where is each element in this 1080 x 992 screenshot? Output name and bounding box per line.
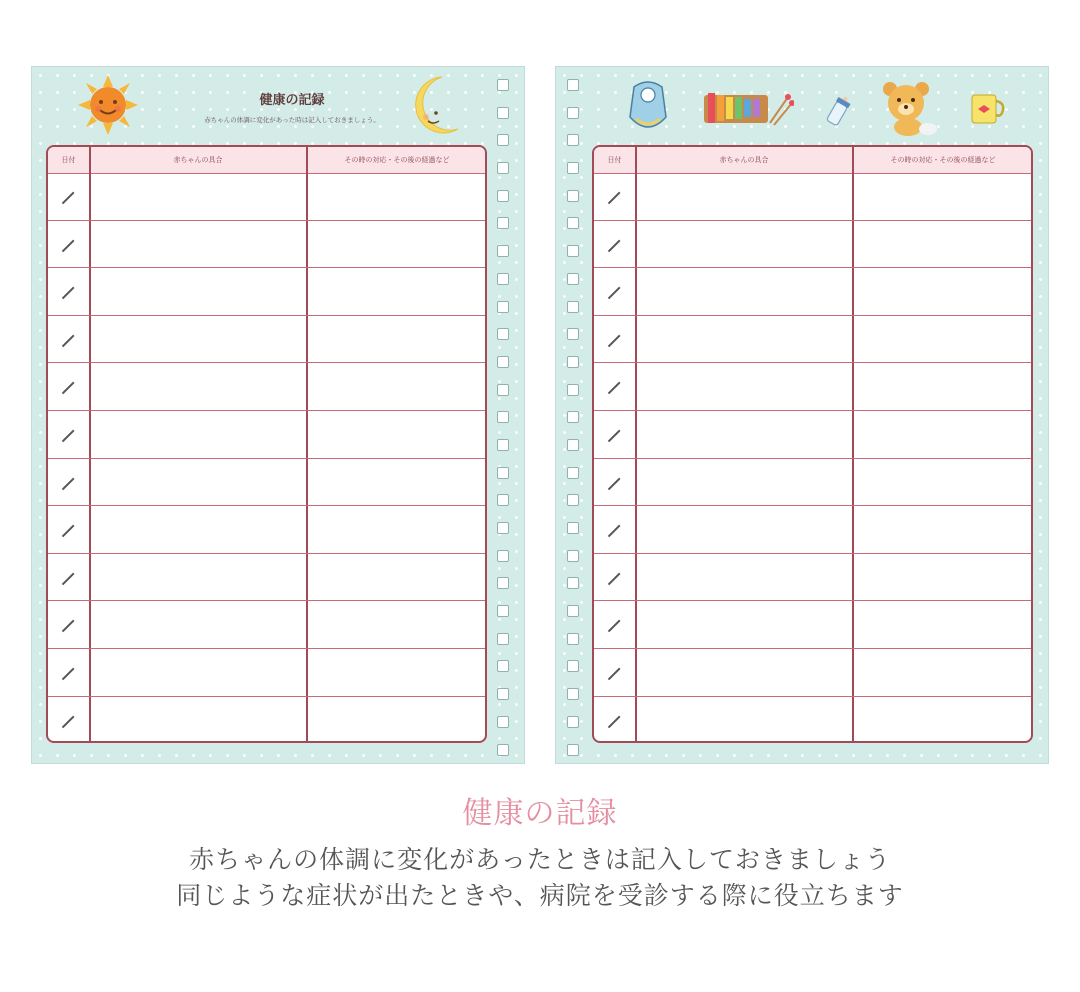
- date-slash-mark: [608, 477, 620, 489]
- table-row: [48, 363, 485, 411]
- binder-hole: [567, 605, 579, 617]
- table-row: [48, 221, 485, 269]
- caption-line-2: 同じような症状が出たときや、病院を受診する際に役立ちます: [176, 881, 904, 910]
- binder-hole: [497, 577, 509, 589]
- moon-icon: [406, 73, 466, 137]
- binder-holes: [497, 79, 511, 771]
- table-row: [48, 411, 485, 459]
- binder-hole: [497, 633, 509, 645]
- table-row: [594, 316, 1031, 364]
- binder-hole: [497, 716, 509, 728]
- binder-hole: [497, 107, 509, 119]
- binder-hole: [567, 79, 579, 91]
- date-slash-mark: [608, 572, 620, 584]
- binder-hole: [497, 660, 509, 672]
- binder-hole: [567, 439, 579, 451]
- right-page: [555, 66, 1049, 764]
- date-slash-mark: [62, 477, 74, 489]
- table-row: [594, 268, 1031, 316]
- binder-hole: [567, 328, 579, 340]
- date-slash-mark: [608, 715, 620, 727]
- header-baby-condition: 赤ちゃんの具合: [173, 156, 223, 164]
- date-slash-mark: [62, 668, 74, 680]
- binder-hole: [567, 467, 579, 479]
- sun-icon: [76, 73, 140, 137]
- header-response-progress: その時の対応・その後の経過など: [890, 156, 996, 164]
- table-row: [594, 649, 1031, 697]
- date-slash-mark: [608, 430, 620, 442]
- binder-hole: [567, 522, 579, 534]
- date-slash-mark: [608, 382, 620, 394]
- left-page: [31, 66, 525, 764]
- binder-hole: [497, 245, 509, 257]
- teddy-bear-icon: [876, 77, 940, 137]
- binder-hole: [497, 356, 509, 368]
- table-rows: [594, 173, 1031, 741]
- binder-hole: [497, 79, 509, 91]
- health-record-table: [592, 145, 1033, 743]
- table-row: [594, 554, 1031, 602]
- table-row: [48, 268, 485, 316]
- binder-hole: [497, 550, 509, 562]
- date-slash-mark: [62, 572, 74, 584]
- header-date: 日付: [607, 156, 622, 164]
- binder-hole: [497, 273, 509, 285]
- page-subtitle: 赤ちゃんの体調に変化があった時は記入しておきましょう。: [204, 116, 380, 124]
- date-slash-mark: [608, 620, 620, 632]
- date-slash-mark: [62, 715, 74, 727]
- binder-hole: [497, 494, 509, 506]
- header-date: 日付: [61, 156, 76, 164]
- table-row: [594, 411, 1031, 459]
- binder-hole: [567, 744, 579, 756]
- xylophone-icon: [702, 89, 794, 129]
- date-slash-mark: [62, 287, 74, 299]
- binder-hole: [567, 577, 579, 589]
- table-row: [48, 554, 485, 602]
- table-row: [48, 601, 485, 649]
- binder-hole: [567, 273, 579, 285]
- table-row: [594, 221, 1031, 269]
- binder-hole: [497, 744, 509, 756]
- table-header: [594, 147, 1031, 174]
- table-row: [594, 506, 1031, 554]
- binder-hole: [567, 190, 579, 202]
- table-row: [48, 697, 485, 743]
- table-row: [48, 506, 485, 554]
- binder-hole: [567, 162, 579, 174]
- binder-hole: [567, 716, 579, 728]
- health-record-table: [46, 145, 487, 743]
- date-slash-mark: [62, 430, 74, 442]
- binder-hole: [567, 134, 579, 146]
- date-slash-mark: [608, 334, 620, 346]
- binder-hole: [567, 217, 579, 229]
- binder-hole: [497, 411, 509, 423]
- date-slash-mark: [608, 287, 620, 299]
- date-slash-mark: [62, 239, 74, 251]
- table-row: [594, 173, 1031, 221]
- cup-icon: [966, 91, 1008, 127]
- caption-title: 健康の記録: [462, 796, 618, 831]
- binder-hole: [497, 688, 509, 700]
- date-slash-mark: [62, 334, 74, 346]
- binder-hole: [567, 384, 579, 396]
- binder-hole: [567, 411, 579, 423]
- binder-hole: [497, 134, 509, 146]
- header-response-progress: その時の対応・その後の経過など: [344, 156, 450, 164]
- header-baby-condition: 赤ちゃんの具合: [719, 156, 769, 164]
- binder-hole: [567, 660, 579, 672]
- binder-hole: [497, 301, 509, 313]
- binder-hole: [567, 107, 579, 119]
- date-slash-mark: [608, 239, 620, 251]
- binder-hole: [567, 356, 579, 368]
- binder-hole: [497, 190, 509, 202]
- page-title: 健康の記録: [259, 93, 325, 108]
- table-row: [48, 459, 485, 507]
- binder-hole: [567, 494, 579, 506]
- table-row: [594, 601, 1031, 649]
- binder-hole: [497, 328, 509, 340]
- binder-hole: [567, 245, 579, 257]
- binder-hole: [497, 439, 509, 451]
- date-slash-mark: [62, 192, 74, 204]
- date-slash-mark: [62, 525, 74, 537]
- binder-hole: [567, 550, 579, 562]
- binder-hole: [567, 633, 579, 645]
- table-row: [48, 173, 485, 221]
- table-row: [594, 459, 1031, 507]
- table-row: [594, 697, 1031, 743]
- binder-hole: [497, 522, 509, 534]
- binder-hole: [497, 384, 509, 396]
- binder-hole: [497, 467, 509, 479]
- binder-hole: [497, 162, 509, 174]
- binder-hole: [497, 605, 509, 617]
- table-row: [48, 316, 485, 364]
- table-rows: [48, 173, 485, 741]
- binder-hole: [497, 217, 509, 229]
- table-row: [594, 363, 1031, 411]
- date-slash-mark: [608, 668, 620, 680]
- table-header: [48, 147, 485, 174]
- binder-hole: [567, 301, 579, 313]
- binder-holes: [567, 79, 581, 771]
- binder-hole: [567, 688, 579, 700]
- bib-icon: [626, 79, 670, 135]
- baby-bottle-icon: [824, 91, 854, 129]
- date-slash-mark: [608, 192, 620, 204]
- date-slash-mark: [62, 620, 74, 632]
- table-row: [48, 649, 485, 697]
- date-slash-mark: [608, 525, 620, 537]
- date-slash-mark: [62, 382, 74, 394]
- caption-line-1: 赤ちゃんの体調に変化があったときは記入しておきましょう: [189, 845, 891, 874]
